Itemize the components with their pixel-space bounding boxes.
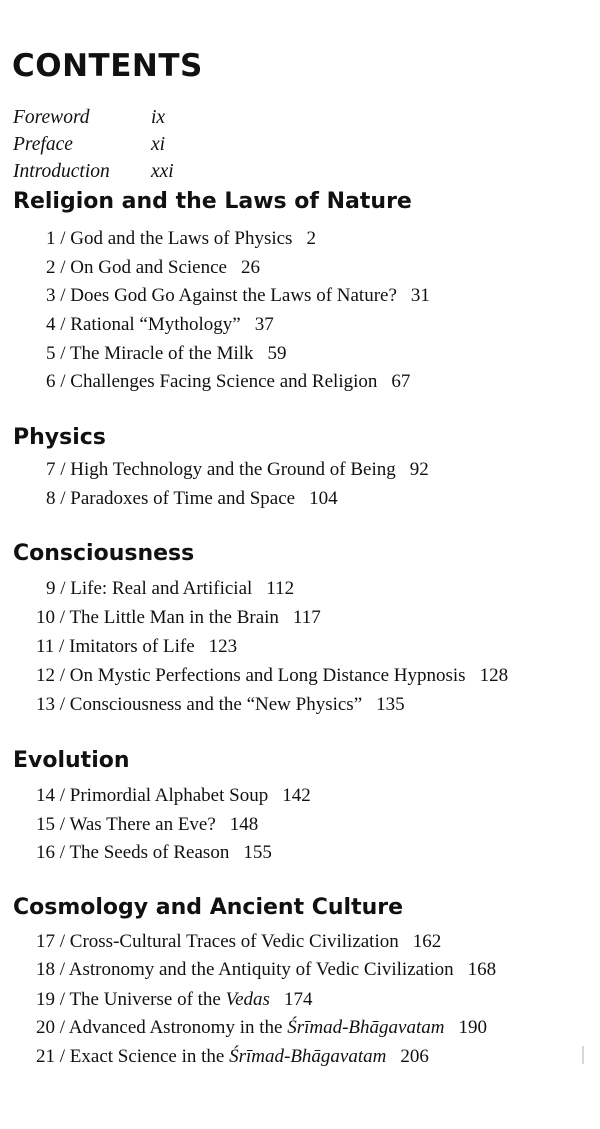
page-title: CONTENTS [12,48,203,84]
entry-number: 20 [36,1017,55,1038]
entry-title: God and the Laws of Physics [70,228,293,249]
entry-number: 2 [46,257,56,278]
entry-number: 16 [36,842,55,863]
toc-entry-1: 1 / God and the Laws of Physics 2 [46,228,316,249]
section-heading-consciousness: Consciousness [13,541,195,566]
toc-entry-6: 6 / Challenges Facing Science and Religion 67 [46,371,411,392]
toc-entry-13: 13 / Consciousness and the “New Physics” 135 [36,694,405,715]
entry-page: 206 [400,1046,429,1067]
toc-entry-11: 11 / Imitators of Life 123 [36,636,238,657]
entry-title: Does God Go Against the Laws of Nature? [70,285,397,306]
toc-entry-10: 10 / The Little Man in the Brain 117 [36,607,321,628]
entry-page: 31 [410,285,430,306]
entry-number: 13 [36,694,55,715]
section-heading-physics: Physics [13,425,106,450]
entry-page: 2 [306,228,316,249]
entry-page: 92 [409,459,429,480]
entry-number: 14 [36,785,55,806]
entry-title: Primordial Alphabet Soup [69,785,269,806]
entry-title: Imitators of Life [69,636,195,657]
entry-page: 135 [376,694,405,715]
entry-title: Consciousness and the “New Physics” [69,694,363,715]
entry-page: 112 [266,578,295,599]
entry-number: 10 [36,607,55,628]
front-matter-label: Foreword [13,107,90,128]
section-heading-cosmology: Cosmology and Ancient Culture [13,895,404,920]
toc-entry-4: 4 / Rational “Mythology” 37 [46,314,274,335]
front-matter-page: xxi [151,161,174,182]
entry-title: Paradoxes of Time and Space [70,488,296,509]
entry-page: 104 [309,488,338,509]
entry-number: 7 [46,459,56,480]
entry-number: 12 [36,665,55,686]
entry-title: On Mystic Perfections and Long Distance Hypnosis [69,665,466,686]
toc-entry-19: 19 / The Universe of the Vedas 174 [36,989,313,1010]
entry-title: Astronomy and the Antiquity of Vedic Civilization [68,959,454,980]
entry-page: 67 [391,371,411,392]
entry-title-italic: Vedas [225,989,270,1010]
entry-page: 190 [458,1017,487,1038]
toc-entry-14: 14 / Primordial Alphabet Soup 142 [36,785,311,806]
toc-entry-3: 3 / Does God Go Against the Laws of Nature? 31 [46,285,430,306]
toc-entry-12: 12 / On Mystic Perfections and Long Distance Hypnosis 128 [36,665,509,686]
entry-page: 148 [229,814,259,835]
toc-entry-18: 18 / Astronomy and the Antiquity of Vedic Civilization 168 [36,959,497,980]
toc-entry-7: 7 / High Technology and the Ground of Being 92 [46,459,429,480]
entry-title: The Miracle of the Milk [69,343,254,364]
toc-entry-16: 16 / The Seeds of Reason 155 [36,842,272,863]
section-heading-religion: Religion and the Laws of Nature [13,189,412,214]
entry-number: 8 [46,488,56,509]
entry-title-italic: Śrīmad-Bhāgavatam [287,1017,445,1038]
entry-number: 21 [36,1046,55,1067]
entry-number: 15 [36,814,55,835]
entry-number: 6 [46,371,56,392]
entry-title: Cross-Cultural Traces of Vedic Civilization [69,931,399,952]
entry-page: 168 [467,959,497,980]
entry-number: 9 [46,578,56,599]
toc-entry-5: 5 / The Miracle of the Milk 59 [46,343,287,364]
front-matter-introduction [13,160,174,184]
front-matter-label: Introduction [13,161,110,182]
entry-title: Life: Real and Artificial [70,578,253,599]
entry-page: 155 [243,842,272,863]
entry-title: Challenges Facing Science and Religion [70,371,378,392]
scan-mark [582,1046,584,1064]
entry-page: 162 [412,931,442,952]
front-matter-preface [13,133,165,157]
entry-title: The Little Man in the Brain [69,607,279,628]
entry-title-italic: Śrīmad-Bhāgavatam [229,1046,387,1067]
entry-page: 37 [254,314,274,335]
toc-entry-21: 21 / Exact Science in the Śrīmad-Bhāgavatam 206 [36,1046,429,1067]
toc-entry-15: 15 / Was There an Eve? 148 [36,814,259,835]
entry-page: 123 [208,636,238,657]
entry-number: 1 [46,228,56,249]
entry-title: High Technology and the Ground of Being [70,459,396,480]
toc-entry-8: 8 / Paradoxes of Time and Space 104 [46,488,338,509]
entry-number: 17 [36,931,55,952]
entry-title: Rational “Mythology” [70,314,241,335]
entry-page: 142 [282,785,311,806]
toc-entry-2: 2 / On God and Science 26 [46,257,260,278]
entry-page: 117 [292,607,321,628]
entry-title: The Seeds of Reason [69,842,230,863]
front-matter-label: Preface [13,134,73,155]
entry-page: 26 [241,257,260,278]
entry-number: 18 [36,959,55,980]
entry-number: 5 [46,343,56,364]
entry-number: 19 [36,989,55,1010]
entry-title: On God and Science [70,257,227,278]
toc-entry-20: 20 / Advanced Astronomy in the Śrīmad-Bhāgavatam 190 [36,1017,487,1038]
entry-title: Was There an Eve? [69,814,216,835]
front-matter-page: xi [151,134,166,155]
entry-page: 128 [479,665,509,686]
front-matter-foreword [13,106,165,130]
entry-title-prefix: Advanced Astronomy in the [68,1017,288,1038]
entry-title-prefix: Exact Science in the [69,1046,230,1067]
entry-number: 4 [46,314,56,335]
entry-page: 59 [267,343,287,364]
entry-number: 3 [46,285,56,306]
entry-page: 174 [283,989,313,1010]
toc-entry-17: 17 / Cross-Cultural Traces of Vedic Civilization 162 [36,931,442,952]
section-heading-evolution: Evolution [13,748,130,773]
entry-title-prefix: The Universe of the [69,989,226,1010]
toc-entry-9: 9 / Life: Real and Artificial 112 [46,578,295,599]
entry-number: 11 [36,636,55,657]
front-matter-page: ix [151,107,166,128]
